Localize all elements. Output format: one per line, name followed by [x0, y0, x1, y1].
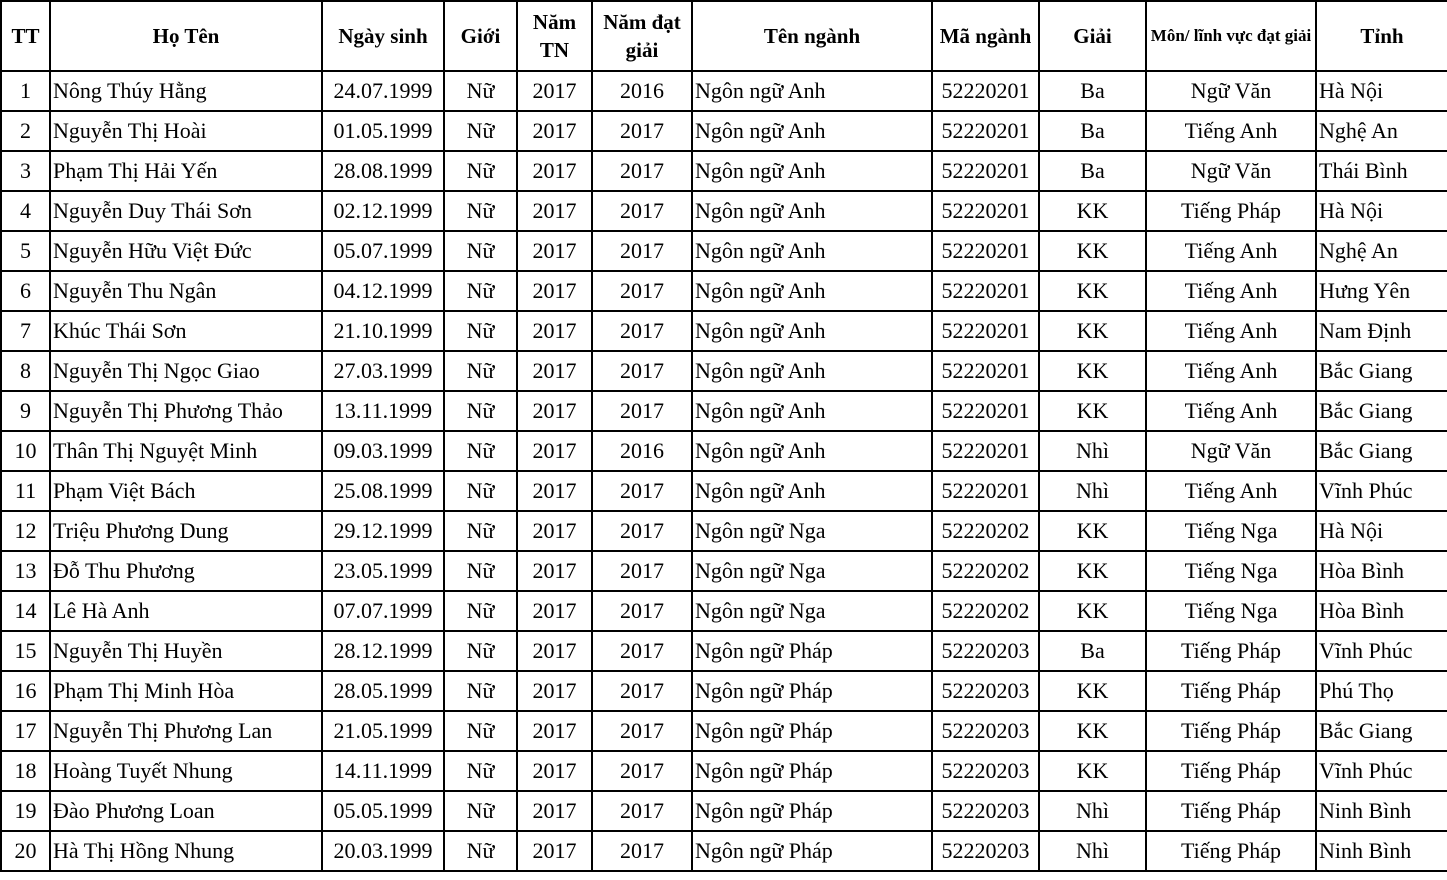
cell-tt: 16: [1, 671, 50, 711]
cell-major-code: 52220201: [932, 111, 1039, 151]
cell-name: Đỗ Thu Phương: [50, 551, 322, 591]
table-row: [1, 631, 1447, 671]
cell-name: Nông Thúy Hằng: [50, 71, 322, 111]
cell-subject: Tiếng Pháp: [1146, 751, 1316, 791]
cell-grad-year: 2017: [517, 111, 592, 151]
cell-name: Lê Hà Anh: [50, 591, 322, 631]
cell-subject: Tiếng Anh: [1146, 471, 1316, 511]
cell-major-code: 52220203: [932, 711, 1039, 751]
cell-major-code: 52220203: [932, 631, 1039, 671]
cell-grad-year: 2017: [517, 751, 592, 791]
cell-award-year: 2017: [592, 831, 692, 871]
cell-dob: 02.12.1999: [322, 191, 444, 231]
cell-gender: Nữ: [444, 511, 517, 551]
cell-name: Nguyễn Thị Huyền: [50, 631, 322, 671]
cell-major: Ngôn ngữ Anh: [692, 231, 932, 271]
cell-grad-year: 2017: [517, 591, 592, 631]
header-row: [1, 1, 1447, 71]
cell-major-code: 52220203: [932, 751, 1039, 791]
cell-major: Ngôn ngữ Anh: [692, 311, 932, 351]
cell-major: Ngôn ngữ Anh: [692, 191, 932, 231]
cell-province: Bắc Giang: [1316, 391, 1447, 431]
cell-award-year: 2017: [592, 311, 692, 351]
cell-tt: 15: [1, 631, 50, 671]
table-row: [1, 311, 1447, 351]
cell-tt: 19: [1, 791, 50, 831]
cell-award-year: 2017: [592, 191, 692, 231]
cell-gender: Nữ: [444, 551, 517, 591]
cell-award-year: 2016: [592, 71, 692, 111]
cell-name: Nguyễn Thị Phương Lan: [50, 711, 322, 751]
cell-dob: 20.03.1999: [322, 831, 444, 871]
cell-subject: Tiếng Anh: [1146, 351, 1316, 391]
cell-prize: Nhì: [1039, 791, 1146, 831]
cell-name: Nguyễn Thị Phương Thảo: [50, 391, 322, 431]
cell-grad-year: 2017: [517, 231, 592, 271]
cell-major: Ngôn ngữ Anh: [692, 71, 932, 111]
cell-major: Ngôn ngữ Anh: [692, 271, 932, 311]
cell-grad-year: 2017: [517, 471, 592, 511]
cell-province: Hà Nội: [1316, 71, 1447, 111]
cell-province: Vĩnh Phúc: [1316, 471, 1447, 511]
cell-grad-year: 2017: [517, 631, 592, 671]
cell-prize: Ba: [1039, 151, 1146, 191]
cell-subject: Ngữ Văn: [1146, 151, 1316, 191]
cell-award-year: 2017: [592, 231, 692, 271]
cell-province: Bắc Giang: [1316, 711, 1447, 751]
cell-province: Nghệ An: [1316, 111, 1447, 151]
cell-major: Ngôn ngữ Anh: [692, 351, 932, 391]
cell-name: Hoàng Tuyết Nhung: [50, 751, 322, 791]
cell-grad-year: 2017: [517, 391, 592, 431]
cell-grad-year: 2017: [517, 151, 592, 191]
cell-major: Ngôn ngữ Anh: [692, 151, 932, 191]
cell-dob: 29.12.1999: [322, 511, 444, 551]
table-row: [1, 71, 1447, 111]
cell-award-year: 2017: [592, 151, 692, 191]
cell-grad-year: 2017: [517, 271, 592, 311]
header-dob: Ngày sinh: [322, 1, 444, 71]
cell-dob: 25.08.1999: [322, 471, 444, 511]
cell-tt: 14: [1, 591, 50, 631]
cell-province: Phú Thọ: [1316, 671, 1447, 711]
cell-province: Hòa Bình: [1316, 551, 1447, 591]
cell-major-code: 52220201: [932, 151, 1039, 191]
cell-dob: 23.05.1999: [322, 551, 444, 591]
cell-award-year: 2017: [592, 391, 692, 431]
cell-major: Ngôn ngữ Pháp: [692, 631, 932, 671]
cell-prize: KK: [1039, 671, 1146, 711]
cell-major: Ngôn ngữ Nga: [692, 591, 932, 631]
cell-subject: Tiếng Anh: [1146, 391, 1316, 431]
cell-gender: Nữ: [444, 671, 517, 711]
cell-major: Ngôn ngữ Anh: [692, 391, 932, 431]
cell-name: Nguyễn Thu Ngân: [50, 271, 322, 311]
cell-award-year: 2017: [592, 351, 692, 391]
cell-major: Ngôn ngữ Nga: [692, 551, 932, 591]
cell-major: Ngôn ngữ Pháp: [692, 831, 932, 871]
cell-prize: KK: [1039, 351, 1146, 391]
cell-major-code: 52220202: [932, 511, 1039, 551]
cell-award-year: 2016: [592, 431, 692, 471]
cell-award-year: 2017: [592, 591, 692, 631]
cell-tt: 1: [1, 71, 50, 111]
cell-major-code: 52220201: [932, 431, 1039, 471]
cell-dob: 28.05.1999: [322, 671, 444, 711]
cell-tt: 3: [1, 151, 50, 191]
cell-dob: 27.03.1999: [322, 351, 444, 391]
cell-major-code: 52220203: [932, 791, 1039, 831]
cell-award-year: 2017: [592, 551, 692, 591]
cell-prize: Nhì: [1039, 831, 1146, 871]
cell-grad-year: 2017: [517, 831, 592, 871]
cell-tt: 12: [1, 511, 50, 551]
header-province: Tỉnh: [1316, 1, 1447, 71]
cell-subject: Tiếng Pháp: [1146, 191, 1316, 231]
cell-dob: 28.12.1999: [322, 631, 444, 671]
cell-prize: Ba: [1039, 71, 1146, 111]
cell-name: Nguyễn Thị Hoài: [50, 111, 322, 151]
cell-award-year: 2017: [592, 671, 692, 711]
cell-grad-year: 2017: [517, 551, 592, 591]
cell-major-code: 52220202: [932, 551, 1039, 591]
cell-major: Ngôn ngữ Anh: [692, 431, 932, 471]
cell-tt: 17: [1, 711, 50, 751]
cell-province: Nam Định: [1316, 311, 1447, 351]
table-row: [1, 791, 1447, 831]
cell-grad-year: 2017: [517, 711, 592, 751]
cell-gender: Nữ: [444, 271, 517, 311]
cell-gender: Nữ: [444, 191, 517, 231]
cell-tt: 11: [1, 471, 50, 511]
cell-prize: Nhì: [1039, 431, 1146, 471]
cell-prize: KK: [1039, 551, 1146, 591]
table-row: [1, 191, 1447, 231]
table-row: [1, 551, 1447, 591]
cell-dob: 14.11.1999: [322, 751, 444, 791]
cell-name: Phạm Việt Bách: [50, 471, 322, 511]
cell-subject: Tiếng Anh: [1146, 231, 1316, 271]
cell-gender: Nữ: [444, 471, 517, 511]
cell-major-code: 52220203: [932, 831, 1039, 871]
cell-tt: 8: [1, 351, 50, 391]
cell-award-year: 2017: [592, 791, 692, 831]
cell-gender: Nữ: [444, 591, 517, 631]
table-row: [1, 831, 1447, 871]
cell-province: Nghệ An: [1316, 231, 1447, 271]
cell-dob: 01.05.1999: [322, 111, 444, 151]
cell-major: Ngôn ngữ Pháp: [692, 671, 932, 711]
cell-award-year: 2017: [592, 111, 692, 151]
cell-award-year: 2017: [592, 471, 692, 511]
cell-subject: Tiếng Pháp: [1146, 831, 1316, 871]
cell-major-code: 52220201: [932, 471, 1039, 511]
cell-major-code: 52220201: [932, 231, 1039, 271]
cell-gender: Nữ: [444, 631, 517, 671]
cell-dob: 21.05.1999: [322, 711, 444, 751]
cell-dob: 24.07.1999: [322, 71, 444, 111]
table-row: [1, 231, 1447, 271]
cell-prize: KK: [1039, 511, 1146, 551]
cell-dob: 13.11.1999: [322, 391, 444, 431]
cell-major: Ngôn ngữ Pháp: [692, 791, 932, 831]
cell-subject: Ngữ Văn: [1146, 431, 1316, 471]
cell-gender: Nữ: [444, 391, 517, 431]
table-row: [1, 151, 1447, 191]
cell-major: Ngôn ngữ Nga: [692, 511, 932, 551]
cell-subject: Tiếng Pháp: [1146, 791, 1316, 831]
cell-prize: KK: [1039, 311, 1146, 351]
cell-province: Hà Nội: [1316, 511, 1447, 551]
cell-tt: 5: [1, 231, 50, 271]
cell-prize: KK: [1039, 711, 1146, 751]
table-row: [1, 471, 1447, 511]
cell-prize: KK: [1039, 191, 1146, 231]
cell-subject: Tiếng Pháp: [1146, 671, 1316, 711]
cell-tt: 10: [1, 431, 50, 471]
cell-grad-year: 2017: [517, 791, 592, 831]
cell-dob: 09.03.1999: [322, 431, 444, 471]
cell-tt: 9: [1, 391, 50, 431]
cell-prize: Nhì: [1039, 471, 1146, 511]
cell-gender: Nữ: [444, 831, 517, 871]
cell-province: Vĩnh Phúc: [1316, 631, 1447, 671]
cell-major-code: 52220201: [932, 351, 1039, 391]
cell-dob: 05.05.1999: [322, 791, 444, 831]
cell-tt: 13: [1, 551, 50, 591]
cell-tt: 7: [1, 311, 50, 351]
cell-name: Triệu Phương Dung: [50, 511, 322, 551]
cell-award-year: 2017: [592, 631, 692, 671]
cell-subject: Tiếng Pháp: [1146, 711, 1316, 751]
cell-name: Đào Phương Loan: [50, 791, 322, 831]
header-gender: Giới: [444, 1, 517, 71]
cell-subject: Tiếng Nga: [1146, 591, 1316, 631]
cell-province: Hòa Bình: [1316, 591, 1447, 631]
cell-gender: Nữ: [444, 71, 517, 111]
cell-dob: 04.12.1999: [322, 271, 444, 311]
table-row: [1, 351, 1447, 391]
cell-subject: Tiếng Pháp: [1146, 631, 1316, 671]
table-row: [1, 711, 1447, 751]
cell-gender: Nữ: [444, 231, 517, 271]
cell-grad-year: 2017: [517, 671, 592, 711]
cell-prize: KK: [1039, 751, 1146, 791]
table-row: [1, 511, 1447, 551]
cell-major: Ngôn ngữ Anh: [692, 111, 932, 151]
cell-major-code: 52220201: [932, 311, 1039, 351]
header-subject: Môn/ lĩnh vực đạt giải: [1146, 1, 1316, 71]
cell-grad-year: 2017: [517, 71, 592, 111]
cell-major-code: 52220201: [932, 71, 1039, 111]
cell-name: Nguyễn Thị Ngọc Giao: [50, 351, 322, 391]
cell-gender: Nữ: [444, 751, 517, 791]
cell-province: Hưng Yên: [1316, 271, 1447, 311]
cell-province: Thái Bình: [1316, 151, 1447, 191]
cell-prize: KK: [1039, 391, 1146, 431]
cell-award-year: 2017: [592, 711, 692, 751]
cell-dob: 21.10.1999: [322, 311, 444, 351]
header-prize: Giải: [1039, 1, 1146, 71]
table-row: [1, 271, 1447, 311]
header-name: Họ Tên: [50, 1, 322, 71]
cell-subject: Tiếng Anh: [1146, 271, 1316, 311]
header-major-code: Mã ngành: [932, 1, 1039, 71]
cell-prize: KK: [1039, 271, 1146, 311]
cell-name: Nguyễn Hữu Việt Đức: [50, 231, 322, 271]
cell-major: Ngôn ngữ Anh: [692, 471, 932, 511]
cell-major: Ngôn ngữ Pháp: [692, 751, 932, 791]
cell-name: Phạm Thị Minh Hòa: [50, 671, 322, 711]
cell-name: Phạm Thị Hải Yến: [50, 151, 322, 191]
cell-major-code: 52220201: [932, 191, 1039, 231]
cell-gender: Nữ: [444, 711, 517, 751]
cell-province: Bắc Giang: [1316, 431, 1447, 471]
cell-tt: 6: [1, 271, 50, 311]
cell-grad-year: 2017: [517, 431, 592, 471]
cell-gender: Nữ: [444, 351, 517, 391]
table-row: [1, 111, 1447, 151]
cell-major-code: 52220201: [932, 391, 1039, 431]
cell-subject: Tiếng Nga: [1146, 511, 1316, 551]
cell-prize: KK: [1039, 591, 1146, 631]
cell-gender: Nữ: [444, 311, 517, 351]
table-row: [1, 751, 1447, 791]
cell-name: Hà Thị Hồng Nhung: [50, 831, 322, 871]
table-row: [1, 391, 1447, 431]
cell-dob: 07.07.1999: [322, 591, 444, 631]
cell-award-year: 2017: [592, 271, 692, 311]
cell-prize: KK: [1039, 231, 1146, 271]
cell-subject: Tiếng Nga: [1146, 551, 1316, 591]
cell-province: Hà Nội: [1316, 191, 1447, 231]
cell-gender: Nữ: [444, 791, 517, 831]
cell-province: Bắc Giang: [1316, 351, 1447, 391]
table-row: [1, 671, 1447, 711]
cell-tt: 2: [1, 111, 50, 151]
cell-prize: Ba: [1039, 111, 1146, 151]
table-body: [1, 71, 1447, 871]
cell-subject: Tiếng Anh: [1146, 311, 1316, 351]
cell-tt: 18: [1, 751, 50, 791]
header-tt: TT: [1, 1, 50, 71]
cell-province: Vĩnh Phúc: [1316, 751, 1447, 791]
cell-grad-year: 2017: [517, 311, 592, 351]
cell-grad-year: 2017: [517, 511, 592, 551]
cell-name: Khúc Thái Sơn: [50, 311, 322, 351]
cell-tt: 20: [1, 831, 50, 871]
cell-major-code: 52220202: [932, 591, 1039, 631]
header-grad-year: Năm TN: [517, 1, 592, 71]
cell-province: Ninh Bình: [1316, 831, 1447, 871]
cell-subject: Ngữ Văn: [1146, 71, 1316, 111]
header-major: Tên ngành: [692, 1, 932, 71]
cell-award-year: 2017: [592, 511, 692, 551]
cell-grad-year: 2017: [517, 191, 592, 231]
cell-name: Thân Thị Nguyệt Minh: [50, 431, 322, 471]
cell-dob: 28.08.1999: [322, 151, 444, 191]
cell-province: Ninh Bình: [1316, 791, 1447, 831]
cell-grad-year: 2017: [517, 351, 592, 391]
table-row: [1, 591, 1447, 631]
cell-major-code: 52220201: [932, 271, 1039, 311]
cell-major: Ngôn ngữ Pháp: [692, 711, 932, 751]
cell-dob: 05.07.1999: [322, 231, 444, 271]
header-award-year: Năm đạt giải: [592, 1, 692, 71]
cell-gender: Nữ: [444, 151, 517, 191]
cell-prize: Ba: [1039, 631, 1146, 671]
cell-gender: Nữ: [444, 111, 517, 151]
cell-major-code: 52220203: [932, 671, 1039, 711]
cell-gender: Nữ: [444, 431, 517, 471]
cell-award-year: 2017: [592, 751, 692, 791]
cell-name: Nguyễn Duy Thái Sơn: [50, 191, 322, 231]
cell-subject: Tiếng Anh: [1146, 111, 1316, 151]
cell-tt: 4: [1, 191, 50, 231]
table-row: [1, 431, 1447, 471]
